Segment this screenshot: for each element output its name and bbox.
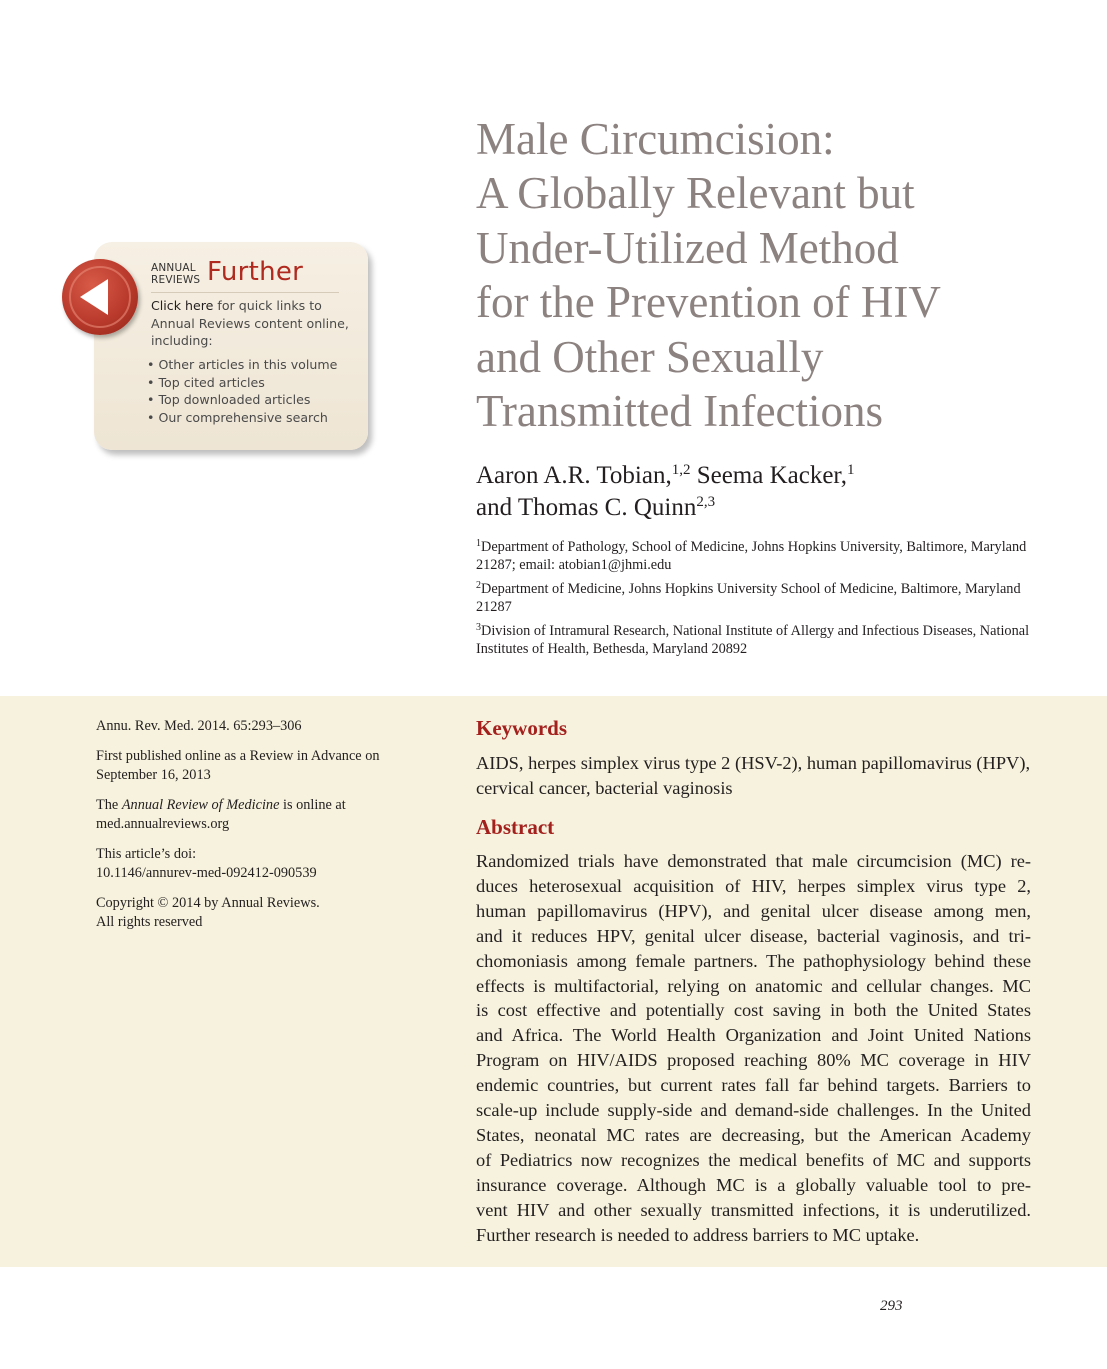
further-link-item[interactable]: • Top cited articles	[147, 374, 357, 392]
further-intro	[151, 297, 351, 350]
affiliation-text: Division of Intramural Research, National Institute of Allergy and Infectious Diseases, National Institutes of Health, Bethesda, Maryland 20892	[476, 623, 1030, 657]
article-metadata	[96, 717, 416, 943]
affiliation-number: 2	[476, 580, 481, 591]
play-left-icon	[62, 259, 138, 335]
click-here-link[interactable]: Click here	[151, 298, 214, 313]
doi-value: 10.1146/annurev-med-092412-090539	[96, 865, 317, 881]
affiliation	[476, 623, 1036, 658]
abstract-line: effects is multifactorial, relying on anatomic and cellular changes. MC	[476, 975, 1031, 996]
title-line: Transmitted Infections	[476, 386, 884, 437]
affiliations	[476, 539, 1036, 665]
affiliation-number: 3	[476, 622, 481, 633]
abstract-line: Program on HIV/AIDS proposed reaching 80% MC coverage in HIV	[476, 1050, 1031, 1071]
doi-block	[96, 845, 416, 884]
abstract-line: chomoniasis among female partners. The pathophysiology behind these	[476, 950, 1031, 971]
affiliation-text: Department of Pathology, School of Medicine, Johns Hopkins University, Baltimore, Maryland 21287; email: atobian1@jhmi.edu	[476, 539, 1027, 573]
author-affil-sup: 2,3	[696, 494, 716, 510]
author-line	[476, 492, 1076, 524]
author-name: Seema Kacker,	[696, 462, 848, 489]
further-link-item[interactable]: • Our comprehensive search	[147, 409, 357, 427]
abstract-line: and Africa. The World Health Organization and Joint United Nations	[476, 1025, 1031, 1046]
author-name: Aaron A.R. Tobian,	[476, 462, 672, 489]
journal-name: Annual Review of Medicine	[121, 796, 280, 813]
abstract-heading: Abstract	[476, 815, 555, 839]
abstract-line: Randomized trials have demonstrated that male circumcision (MC) re-	[476, 851, 1031, 871]
journal-online	[96, 796, 416, 835]
copyright: Copyright © 2014 by Annual Reviews.	[96, 894, 320, 911]
abstract-line: insurance coverage. Although MC is a globally valuable tool to pre-	[476, 1174, 1031, 1195]
annual-reviews-logo	[151, 262, 200, 286]
title-line: Male Circumcision:	[476, 114, 835, 164]
keywords-heading: Keywords	[476, 716, 567, 740]
title-line: for the Prevention of HIV	[476, 277, 941, 328]
title-line: A Globally Relevant but	[476, 168, 915, 219]
title-line: and Other Sexually	[476, 331, 824, 382]
abstract-line: vent HIV and other sexually transmitted infections, it is underutilized.	[476, 1199, 1031, 1220]
page-number: 293	[880, 1298, 903, 1314]
abstract-line: scale-up include supply-side and demand-side challenges. In the United	[476, 1100, 1031, 1121]
abstract-text	[476, 849, 1031, 1248]
further-link-item[interactable]: • Top downloaded articles	[147, 391, 357, 409]
first-published: First published online as a Review in Advance on September 16, 2013	[96, 747, 380, 783]
affiliation	[476, 539, 1036, 574]
author-line	[476, 460, 1076, 492]
abstract-line: is cost effective and potentially cost saving in both the United States	[476, 1000, 1031, 1021]
logo-reviews: REVIEWS	[151, 274, 201, 286]
rights: All rights reserved	[96, 914, 203, 930]
divider	[151, 292, 339, 293]
further-arrow-button[interactable]	[62, 259, 138, 335]
further-intro-text: for quick links to Annual Reviews content online, including:	[151, 298, 349, 348]
abstract-line: of Pediatrics now recognizes the medical benefits of MC and supports	[476, 1149, 1031, 1170]
author-affil-sup: 1,2	[671, 462, 691, 478]
journal-online-pre: The	[96, 796, 122, 813]
author-list	[476, 460, 1076, 524]
abstract-line: Further research is needed to address barriers to MC uptake.	[476, 1224, 920, 1245]
affiliation-text: Department of Medicine, Johns Hopkins University School of Medicine, Baltimore, Maryland 21287	[476, 581, 1021, 615]
title-line: Under-Utilized Method	[476, 222, 899, 273]
further-link-item[interactable]: • Other articles in this volume	[147, 356, 357, 374]
logo-annual: ANNUAL	[151, 262, 196, 274]
abstract-line: human papillomavirus (HPV), and genital ulcer disease among men,	[476, 900, 1031, 921]
further-links	[147, 356, 357, 426]
copyright-block	[96, 894, 416, 933]
further-heading: Further	[207, 257, 304, 287]
abstract-line: endemic countries, but current rates fall far behind targets. Barriers to	[476, 1075, 1031, 1096]
author-affil-sup: 1	[847, 462, 855, 478]
keywords-text: AIDS, herpes simplex virus type 2 (HSV-2), human papillomavirus (HPV), cervical cancer, bacterial vaginosis	[476, 753, 1031, 798]
abstract-line: and it reduces HPV, genital ulcer disease, bacterial vaginosis, and tri-	[476, 925, 1031, 946]
abstract-line: States, neonatal MC rates are decreasing, but the American Academy	[476, 1124, 1031, 1145]
journal-online-post: is online at med.annualreviews.org	[96, 796, 346, 832]
citation: Annu. Rev. Med. 2014. 65:293–306	[96, 718, 302, 734]
abstract-line: duces heterosexual acquisition of HIV, herpes simplex virus type 2,	[476, 875, 1031, 896]
affiliation-number: 1	[476, 538, 481, 549]
affiliation	[476, 581, 1036, 616]
doi-label: This article’s doi:	[96, 845, 197, 862]
author-name: and Thomas C. Quinn	[476, 494, 697, 521]
article-title	[476, 112, 1076, 438]
